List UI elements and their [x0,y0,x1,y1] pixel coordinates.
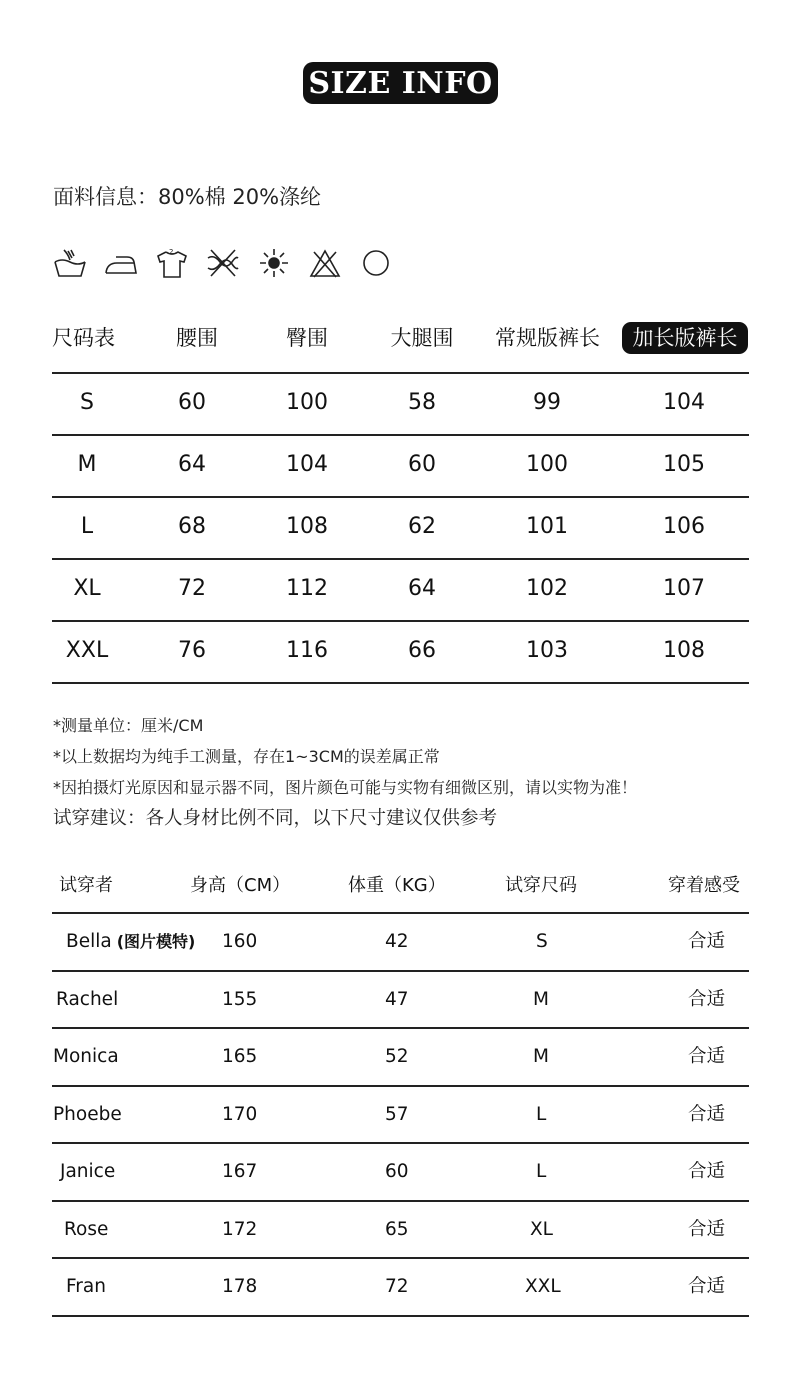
tester-size: XXL [525,1276,561,1297]
note-line: *测量单位：厘米/CM [53,716,204,735]
tester-feel: 合适 [688,1103,726,1125]
tester-size: M [533,988,549,1010]
tester-name: Bella (图片模特) [66,931,196,952]
hand-wash-icon [52,246,88,280]
tester-height: 155 [222,988,258,1010]
fabric-info: 面料信息：80%棉 20%涤纶 [53,185,322,209]
try-header-cell: 穿着感受 [668,875,740,896]
tester-weight: 42 [385,931,409,952]
tester-height: 172 [222,1218,258,1240]
iron-icon [103,246,139,280]
table-cell: 106 [663,514,705,539]
tester-feel: 合适 [688,1161,726,1182]
tester-feel: 合适 [688,1046,726,1067]
tester-height: 165 [222,1046,258,1067]
table-cell: XL [73,576,101,601]
size-header-highlight: 加长版裤长 [622,322,748,354]
size-header-cell: 腰围 [176,326,218,350]
table-cell: 101 [526,514,568,539]
table-cell: 60 [178,390,206,415]
tester-name: Janice [60,1161,116,1182]
tester-weight: 72 [385,1276,409,1297]
tester-name: Rose [64,1218,109,1240]
no-bleach-icon [307,246,343,280]
tester-height: 160 [222,931,258,952]
table-cell: 62 [408,514,436,539]
try-header-cell: 身高（CM） [190,875,291,896]
table-row [52,1144,749,1202]
tester-size: S [536,931,548,952]
try-header-cell: 试穿尺码 [505,875,577,896]
table-cell: 104 [663,390,705,415]
table-cell: 64 [178,452,206,477]
table-cell: 72 [178,576,206,601]
tester-size: L [536,1103,547,1125]
table-cell: 66 [408,638,436,663]
tester-height: 170 [222,1103,258,1125]
table-row [52,1259,749,1317]
tester-weight: 57 [385,1103,409,1125]
table-cell: 108 [663,638,705,663]
tester-name: Monica [53,1046,119,1067]
tester-feel: 合适 [688,988,726,1010]
size-table-header [52,318,749,358]
size-header-cell: 尺码表 [52,326,115,350]
table-row [52,972,749,1030]
try-on-table [52,912,749,1317]
tester-feel: 合适 [688,931,726,952]
try-table-header [52,866,749,906]
table-cell: 64 [408,576,436,601]
shirt-temperature-icon [154,246,190,280]
measurement-notes [53,712,637,836]
tester-name: Rachel [56,988,119,1010]
table-cell: 107 [663,576,705,601]
tester-size: L [536,1161,547,1182]
table-cell: 108 [286,514,328,539]
table-cell: S [80,390,94,415]
table-cell: M [77,452,97,477]
table-row [52,914,749,972]
table-cell: 112 [286,576,328,601]
table-cell: 100 [526,452,568,477]
tester-size: XL [530,1218,553,1240]
tester-weight: 47 [385,988,409,1010]
tester-name: Phoebe [53,1103,122,1125]
table-row [52,1029,749,1087]
table-cell: XXL [65,638,109,663]
table-cell: 102 [526,576,568,601]
note-line: *以上数据均为纯手工测量，存在1~3CM的误差属正常 [53,747,440,766]
care-icons [52,246,394,280]
note-line: *因拍摄灯光原因和显示器不同，图片颜色可能与实物有细微区别，请以实物为准！ [53,778,638,797]
table-cell: 99 [533,390,561,415]
table-row [52,560,749,622]
no-wring-icon [205,246,241,280]
tumble-dry-circle-icon [358,246,394,280]
table-cell: 76 [178,638,206,663]
page-title: SIZE INFO [303,62,498,104]
table-row [52,498,749,560]
table-row [52,622,749,684]
tester-feel: 合适 [688,1276,726,1297]
table-cell: 103 [526,638,568,663]
tester-weight: 60 [385,1161,409,1182]
size-table [52,372,749,684]
tester-weight: 52 [385,1046,409,1067]
table-cell: 68 [178,514,206,539]
table-cell: 105 [663,452,705,477]
table-row [52,374,749,436]
table-row [52,436,749,498]
table-cell: 116 [286,638,328,663]
tester-weight: 65 [385,1218,409,1240]
size-header-cell: 常规版裤长 [495,326,600,350]
size-header-cell: 臀围 [286,326,328,350]
table-row [52,1087,749,1145]
svg-text:2: 2 [169,248,174,256]
table-cell: 104 [286,452,328,477]
table-cell: 58 [408,390,436,415]
size-header-cell: 大腿围 [390,326,454,350]
tester-height: 178 [222,1276,258,1297]
tester-size: M [533,1046,549,1067]
try-header-cell: 试穿者 [59,875,113,896]
table-cell: 100 [286,390,328,415]
try-header-cell: 体重（KG） [348,875,446,896]
fit-suggestion: 试穿建议：各人身材比例不同，以下尺寸建议仅供参考 [53,808,498,829]
sun-dry-icon [256,246,292,280]
table-cell: 60 [408,452,436,477]
table-cell: L [80,514,94,539]
model-tag: (图片模特) [116,932,196,951]
tester-feel: 合适 [688,1218,726,1240]
tester-height: 167 [222,1161,258,1182]
table-row [52,1202,749,1260]
tester-name: Fran [66,1276,106,1297]
